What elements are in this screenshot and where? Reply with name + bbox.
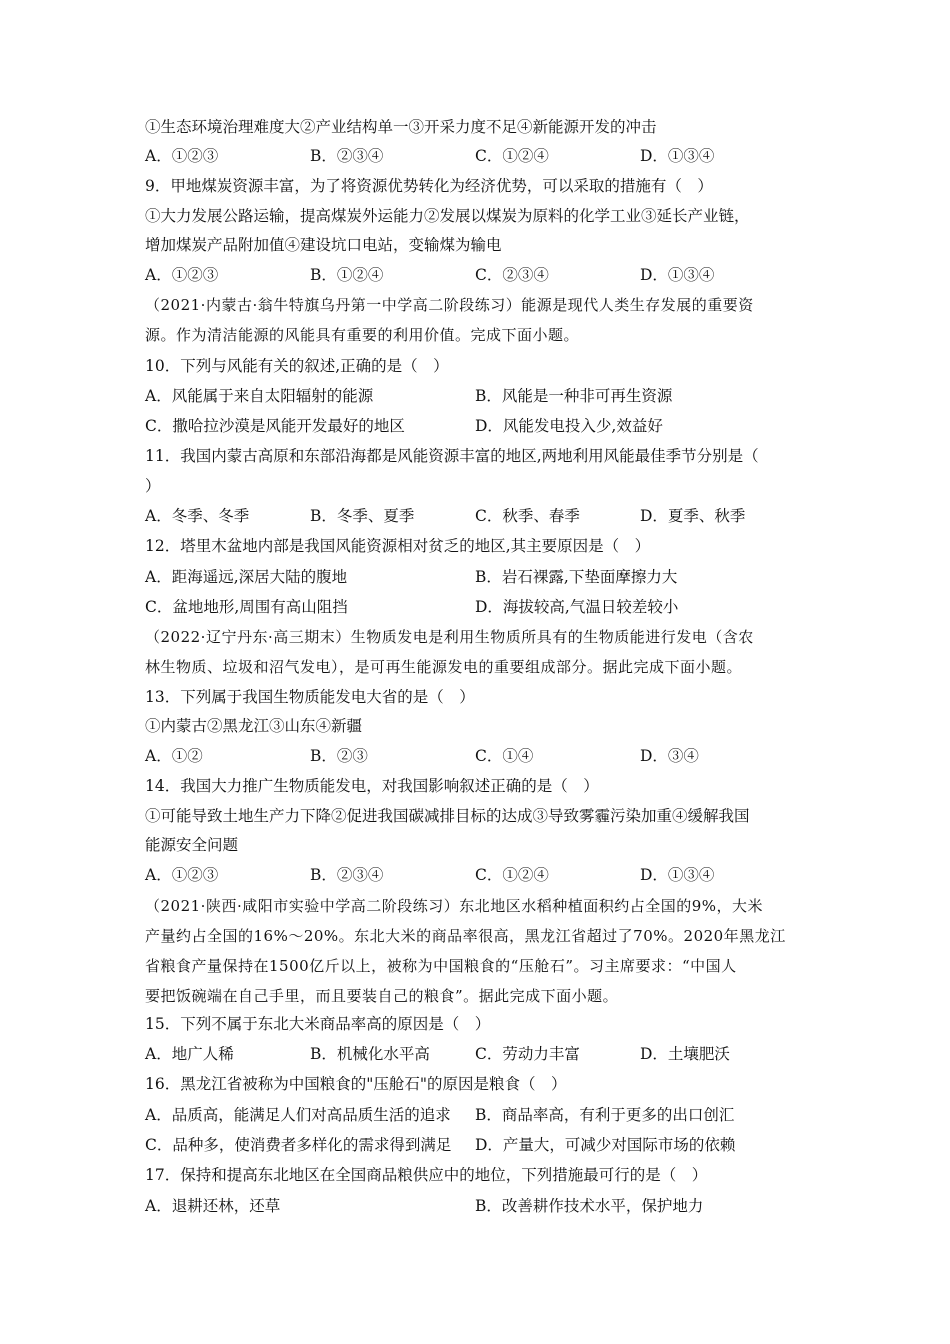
q10-option-b[interactable]: B．风能是一种非可再生资源 (475, 387, 673, 405)
material-intro-rice-3: 省粮食产量保持在1500亿斤以上，被称为中国粮食的“压舱石”。习主席要求：“中国人 (145, 957, 737, 975)
material-intro-rice-1: （2021·陕西·咸阳市实验中学高二阶段练习）东北地区水稻种植面积约占全国的9%，大米 (145, 897, 764, 915)
q9-option-b[interactable]: B．①②④ (310, 266, 384, 284)
q11-option-b[interactable]: B．冬季、夏季 (310, 507, 415, 525)
q15-option-d[interactable]: D．土壤肥沃 (640, 1045, 730, 1063)
q12-option-d[interactable]: D．海拔较高,气温日较差较小 (475, 598, 679, 616)
q15-option-c[interactable]: C．劳动力丰富 (475, 1045, 580, 1063)
q9-option-c[interactable]: C．②③④ (475, 266, 549, 284)
q8-option-a[interactable]: A．①②③ (145, 147, 219, 165)
q11-stem-end: ） (145, 477, 161, 495)
q16-option-b[interactable]: B．商品率高，有利于更多的出口创汇 (475, 1106, 735, 1124)
q14-statements-1: ①可能导致土地生产力下降②促进我国碳减排目标的达成③导致雾霾污染加重④缓解我国 (145, 807, 750, 825)
material-intro-biomass-2: 林生物质、垃圾和沼气发电），是可再生能源发电的重要组成部分。据此完成下面小题。 (145, 658, 743, 676)
q13-option-b[interactable]: B．②③ (310, 747, 368, 765)
material-intro-biomass-1: （2022·辽宁丹东·高三期末）生物质发电是利用生物质所具有的生物质能进行发电（含农 (145, 628, 754, 646)
material-intro-wind-2: 源。作为清洁能源的风能具有重要的利用价值。完成下面小题。 (145, 326, 580, 344)
q9-statements-2: 增加煤炭产品附加值④建设坑口电站，变输煤为输电 (145, 236, 502, 254)
q13-option-c[interactable]: C．①④ (475, 747, 534, 765)
q16-option-a[interactable]: A．品质高，能满足人们对高品质生活的追求 (145, 1106, 451, 1124)
q16-option-c[interactable]: C．品种多，使消费者多样化的需求得到满足 (145, 1136, 452, 1154)
q12-stem: 12．塔里木盆地内部是我国风能资源相对贫乏的地区,其主要原因是（ ） (145, 537, 651, 555)
q17-option-b[interactable]: B．改善耕作技术水平，保护地力 (475, 1197, 704, 1215)
q10-option-c[interactable]: C．撒哈拉沙漠是风能开发最好的地区 (145, 417, 405, 435)
q14-option-c[interactable]: C．①②④ (475, 866, 549, 884)
q15-option-a[interactable]: A．地广人稀 (145, 1045, 234, 1063)
q16-option-d[interactable]: D．产量大，可减少对国际市场的依赖 (475, 1136, 736, 1154)
q12-option-c[interactable]: C．盆地地形,周围有高山阻挡 (145, 598, 348, 616)
q13-stem: 13．下列属于我国生物质能发电大省的是（ ） (145, 688, 475, 706)
q11-stem: 11．我国内蒙古高原和东部沿海都是风能资源丰富的地区,两地利用风能最佳季节分别是（ (145, 447, 759, 465)
q14-stem: 14．我国大力推广生物质能发电，对我国影响叙述正确的是（ ） (145, 777, 599, 795)
q11-option-d[interactable]: D．夏季、秋季 (640, 507, 746, 525)
q10-option-a[interactable]: A．风能属于来自太阳辐射的能源 (145, 387, 374, 405)
q9-option-a[interactable]: A．①②③ (145, 266, 219, 284)
q14-option-d[interactable]: D．①③④ (640, 866, 715, 884)
q15-option-b[interactable]: B．机械化水平高 (310, 1045, 430, 1063)
q8-option-c[interactable]: C．①②④ (475, 147, 549, 165)
q8-option-b[interactable]: B．②③④ (310, 147, 384, 165)
q15-stem: 15．下列不属于东北大米商品率高的原因是（ ） (145, 1015, 491, 1033)
q14-option-b[interactable]: B．②③④ (310, 866, 384, 884)
q11-option-c[interactable]: C．秋季、春季 (475, 507, 580, 525)
q12-option-b[interactable]: B．岩石裸露,下垫面摩擦力大 (475, 568, 678, 586)
q13-option-d[interactable]: D．③④ (640, 747, 699, 765)
q13-statements: ①内蒙古②黑龙江③山东④新疆 (145, 717, 363, 735)
q17-stem: 17．保持和提高东北地区在全国商品粮供应中的地位，下列措施最可行的是（ ） (145, 1166, 708, 1184)
q11-option-a[interactable]: A．冬季、冬季 (145, 507, 250, 525)
q9-option-d[interactable]: D．①③④ (640, 266, 715, 284)
q10-option-d[interactable]: D．风能发电投入少,效益好 (475, 417, 663, 435)
q9-statements-1: ①大力发展公路运输，提高煤炭外运能力②发展以煤炭为原料的化学工业③延长产业链， (145, 207, 750, 225)
q14-statements-2: 能源安全问题 (145, 836, 239, 854)
material-intro-rice-4: 要把饭碗端在自己手里，而且要装自己的粮食”。据此完成下面小题。 (145, 987, 619, 1005)
q8-statements: ①生态环境治理难度大②产业结构单一③开采力度不足④新能源开发的冲击 (145, 118, 657, 136)
q12-option-a[interactable]: A．距海遥远,深居大陆的腹地 (145, 568, 348, 586)
q9-stem: 9．甲地煤炭资源丰富，为了将资源优势转化为经济优势，可以采取的措施有（ ） (145, 177, 713, 195)
q17-option-a[interactable]: A．退耕还林，还草 (145, 1197, 281, 1215)
q14-option-a[interactable]: A．①②③ (145, 866, 219, 884)
material-intro-wind-1: （2021·内蒙古·翁牛特旗乌丹第一中学高二阶段练习）能源是现代人类生存发展的重要资 (145, 296, 754, 314)
q8-option-d[interactable]: D．①③④ (640, 147, 715, 165)
material-intro-rice-2: 产量约占全国的16%～20%。东北大米的商品率很高，黑龙江省超过了70%。2020年黑龙江 (145, 927, 786, 945)
q16-stem: 16．黑龙江省被称为中国粮食的"压舱石"的原因是粮食（ ） (145, 1075, 567, 1093)
q13-option-a[interactable]: A．①② (145, 747, 203, 765)
q10-stem: 10．下列与风能有关的叙述,正确的是（ ） (145, 357, 449, 375)
